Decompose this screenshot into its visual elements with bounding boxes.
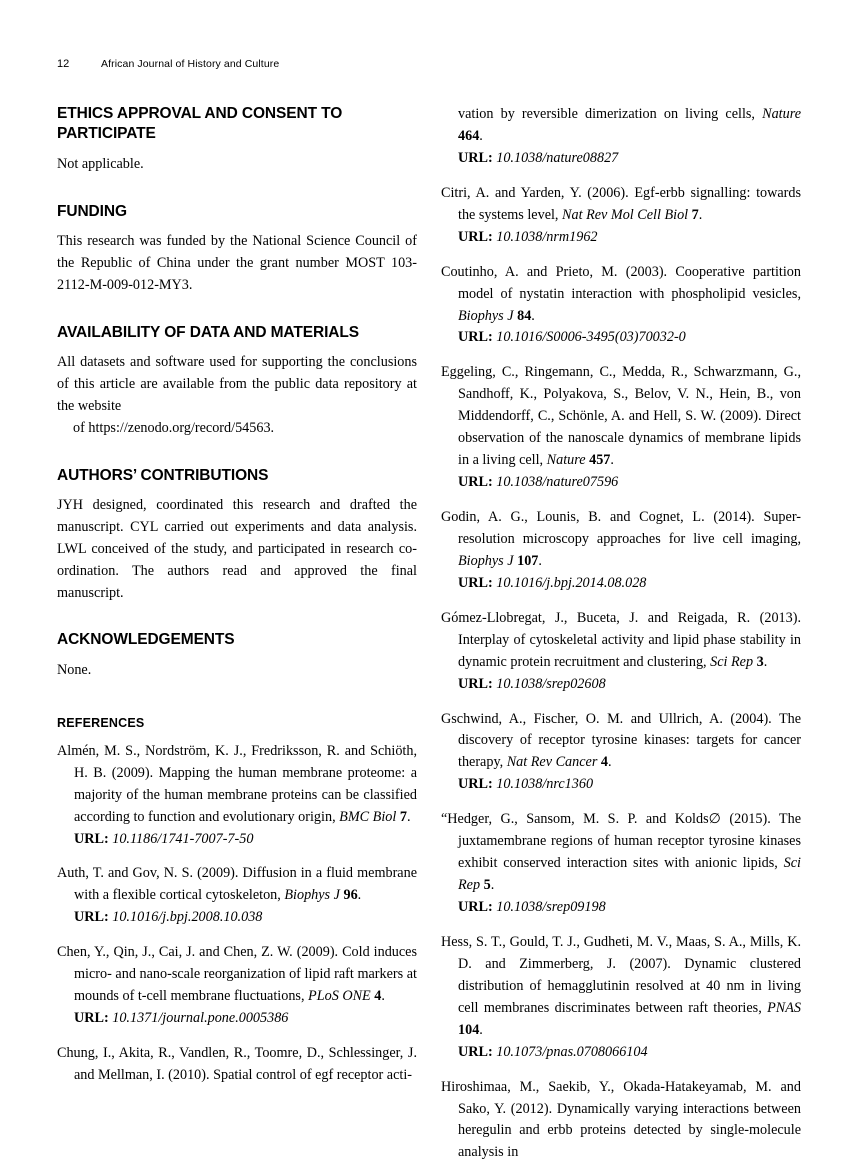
references-section bbox=[57, 716, 417, 1087]
url-label: URL: bbox=[458, 474, 493, 491]
url-value[interactable]: 10.1038/srep09198 bbox=[496, 899, 606, 915]
reference-text: Auth, T. and Gov, N. S. (2009). Diffusion in a fluid membrane with a flexible cortical cytoskeleton, bbox=[57, 865, 417, 904]
reference-entry bbox=[57, 863, 417, 929]
reference-volume: 104 bbox=[458, 1021, 480, 1038]
reference-entry bbox=[441, 709, 801, 797]
section-body-availability: All datasets and software used for supporting the conclusions of this article are available from the public data repository at the website bbox=[57, 354, 417, 414]
left-column bbox=[57, 104, 417, 1087]
reference-text: Gómez-Llobregat, J., Buceta, J. and Reigada, R. (2013). Interplay of cytoskeletal activity and lipid phase stability in dynamic protein recruitment and clustering, bbox=[441, 609, 801, 670]
reference-journal: PNAS bbox=[767, 999, 801, 1016]
url-label: URL: bbox=[74, 830, 109, 847]
reference-text: Gschwind, A., Fischer, O. M. and Ullrich, A. (2004). The discovery of receptor tyrosine kinases: targets for cancer therapy, bbox=[441, 710, 801, 771]
reference-journal: Nat Rev Mol Cell Biol bbox=[562, 206, 689, 223]
url-value[interactable]: 10.1371/journal.pone.0005386 bbox=[112, 1010, 289, 1027]
section-acknowledgements bbox=[57, 630, 417, 681]
reference-entry-truncated bbox=[441, 1077, 801, 1164]
reference-text: Chen, Y., Qin, J., Cai, J. and Chen, Z. W. (2009). Cold induces micro- and nano-scale reorganization of lipid raft markers at mounds of t-cell membrane fluctuations, bbox=[57, 944, 417, 1005]
section-heading-funding: FUNDING bbox=[57, 202, 127, 220]
reference-text: vation by reversible dimerization on living cells, bbox=[458, 106, 763, 122]
reference-entry bbox=[441, 932, 801, 1064]
reference-list-left bbox=[57, 741, 417, 1087]
reference-text-tail: . bbox=[357, 887, 362, 904]
reference-text-tail: . bbox=[406, 808, 411, 825]
reference-text: Chung, I., Akita, R., Vandlen, R., Toomre, D., Schlessinger, J. and Mellman, I. (2010). Spatial control of egf receptor acti- bbox=[57, 1045, 417, 1083]
url-value[interactable]: 10.1038/nrm1962 bbox=[496, 228, 598, 245]
reference-url bbox=[441, 774, 801, 796]
reference-volume: 457 bbox=[589, 452, 611, 469]
reference-volume: 464 bbox=[458, 127, 480, 144]
section-body-funding: This research was funded by the National Science Council of the Republic of China under the grant number MOST 103-2112-M-009-012-MY3. bbox=[57, 233, 417, 293]
reference-text-tail: . bbox=[610, 452, 614, 469]
section-ethics-approval bbox=[57, 104, 417, 176]
url-label: URL: bbox=[458, 899, 493, 915]
reference-entry bbox=[57, 741, 417, 851]
url-value[interactable]: 10.1038/srep02608 bbox=[496, 675, 606, 692]
reference-text-tail: . bbox=[763, 653, 768, 670]
url-label: URL: bbox=[458, 329, 493, 346]
reference-text-tail: . bbox=[698, 206, 703, 223]
reference-volume: 3 bbox=[756, 653, 764, 670]
reference-journal: Sci Rep bbox=[458, 855, 801, 894]
reference-journal: Nature bbox=[546, 452, 586, 469]
reference-url bbox=[441, 573, 801, 595]
reference-volume: 4 bbox=[374, 988, 382, 1005]
section-funding bbox=[57, 202, 417, 297]
reference-journal: Nature bbox=[762, 106, 801, 122]
reference-text: Hiroshimaa, M., Saekib, Y., Okada-Hatakeyamab, M. and Sako, Y. (2012). Dynamically varying interactions between heregulin and erbb proteins detected by single-molecule analysis in bbox=[441, 1078, 801, 1161]
reference-url bbox=[57, 829, 417, 851]
section-authors-contributions bbox=[57, 466, 417, 605]
section-heading-references: REFERENCES bbox=[57, 715, 145, 730]
reference-text-tail: . bbox=[479, 1021, 483, 1038]
reference-volume: 84 bbox=[517, 307, 532, 324]
url-label: URL: bbox=[458, 228, 493, 245]
section-body-ethics: Not applicable. bbox=[57, 155, 144, 172]
reference-volume: 96 bbox=[343, 887, 358, 904]
reference-text: Citri, A. and Yarden, Y. (2006). Egf-erbb signalling: towards the systems level, bbox=[441, 184, 801, 223]
reference-text-tail: . bbox=[607, 754, 612, 771]
reference-entry bbox=[441, 608, 801, 696]
reference-url bbox=[441, 472, 801, 494]
reference-list-right bbox=[441, 104, 801, 1164]
reference-entry bbox=[441, 507, 801, 595]
section-heading-acknowledgements: ACKNOWLEDGEMENTS bbox=[57, 631, 235, 649]
reference-journal: BMC Biol bbox=[339, 808, 397, 825]
reference-journal: Biophys J bbox=[458, 552, 514, 569]
url-label: URL: bbox=[74, 1010, 109, 1027]
right-column bbox=[441, 104, 801, 1164]
page-number: 12 bbox=[57, 58, 70, 70]
reference-journal: Biophys J bbox=[458, 307, 514, 324]
reference-entry bbox=[441, 809, 801, 919]
url-value[interactable]: 10.1186/1741-7007-7-50 bbox=[112, 830, 254, 847]
reference-text-tail: . bbox=[381, 988, 385, 1005]
two-column-body bbox=[57, 104, 800, 1164]
reference-journal: Biophys J bbox=[284, 887, 340, 904]
url-label: URL: bbox=[458, 776, 493, 793]
url-value[interactable]: 10.1016/j.bpj.2008.10.038 bbox=[112, 909, 263, 926]
section-body-acknowledgements: None. bbox=[57, 661, 92, 678]
reference-text: Almén, M. S., Nordström, K. J., Fredriksson, R. and Schiöth, H. B. (2009). Mapping the human membrane proteome: a majority of the human membrane proteins can be classified according to function and evolutionary origin, bbox=[57, 742, 417, 825]
reference-text-tail: . bbox=[538, 552, 542, 569]
reference-journal: Sci Rep bbox=[710, 653, 754, 670]
url-label: URL: bbox=[74, 909, 109, 926]
reference-url bbox=[441, 148, 801, 170]
url-value[interactable]: 10.1073/pnas.0708066104 bbox=[496, 1043, 648, 1060]
reference-text-tail: . bbox=[490, 877, 495, 894]
reference-text: Eggeling, C., Ringemann, C., Medda, R., Schwarzmann, G., Sandhoff, K., Polyakova, S., Belov, V. N., Hein, B., von Middendorff, C., Schönle, A. and Hell, S. W. (2009). Direct observation of the nanoscale dynamics of membrane lipids in a living cell, bbox=[441, 364, 801, 469]
reference-url bbox=[441, 327, 801, 349]
reference-entry bbox=[441, 262, 801, 350]
section-availability-data bbox=[57, 323, 417, 440]
url-value[interactable]: 10.1016/j.bpj.2014.08.028 bbox=[496, 574, 647, 591]
reference-text: Coutinho, A. and Prieto, M. (2003). Cooperative partition model of nystatin interaction with phospholipid vesicles, bbox=[441, 263, 801, 302]
url-label: URL: bbox=[458, 675, 493, 692]
reference-volume: 4 bbox=[600, 754, 608, 771]
url-value[interactable]: 10.1038/nrc1360 bbox=[496, 776, 594, 793]
reference-url bbox=[441, 227, 801, 249]
reference-url bbox=[441, 897, 801, 919]
running-header bbox=[57, 58, 800, 74]
reference-volume: 7 bbox=[691, 206, 699, 223]
zenodo-repository-line: of https://zenodo.org/record/54563. bbox=[73, 419, 275, 436]
section-body-availability-url-line bbox=[57, 418, 417, 440]
reference-entry-truncated bbox=[57, 1043, 417, 1087]
reference-text-tail: . bbox=[531, 307, 535, 324]
reference-url bbox=[441, 1042, 801, 1064]
reference-text: Godin, A. G., Lounis, B. and Cognet, L. (2014). Super-resolution microscopy approaches for live cell imaging, bbox=[441, 509, 801, 547]
reference-url bbox=[441, 674, 801, 696]
reference-entry bbox=[441, 362, 801, 494]
reference-text: Hess, S. T., Gould, T. J., Gudheti, M. V., Maas, S. A., Mills, K. D. and Zimmerberg, J. (2007). Dynamic clustered distribution of hemagglutinin resolved at 40 nm in living cell membranes discriminates between raft theories, bbox=[441, 933, 801, 1016]
journal-title: African Journal of History and Culture bbox=[101, 58, 280, 70]
reference-volume: 7 bbox=[399, 808, 407, 825]
url-value[interactable]: 10.1038/nature08827 bbox=[496, 149, 619, 166]
reference-text: “Hedger, G., Sansom, M. S. P. and Kolds∅ (2015). The juxtamembrane regions of human receptor tyrosine kinases exhibit conserved interaction sites with anionic lipids, bbox=[441, 811, 801, 872]
section-heading-contributions: AUTHORS’ CONTRIBUTIONS bbox=[57, 466, 269, 484]
reference-url bbox=[57, 907, 417, 929]
url-value[interactable]: 10.1038/nature07596 bbox=[496, 474, 619, 491]
reference-journal: PLoS ONE bbox=[308, 988, 371, 1005]
reference-text-tail: . bbox=[479, 127, 483, 144]
url-label: URL: bbox=[458, 149, 493, 166]
section-heading-ethics: ETHICS APPROVAL AND CONSENT TO PARTICIPATE bbox=[57, 105, 343, 143]
url-label: URL: bbox=[458, 574, 493, 591]
reference-url bbox=[57, 1008, 417, 1030]
url-label: URL: bbox=[458, 1043, 493, 1060]
reference-volume: 107 bbox=[517, 552, 539, 569]
section-heading-availability: AVAILABILITY OF DATA AND MATERIALS bbox=[57, 323, 359, 341]
reference-journal: Nat Rev Cancer bbox=[506, 754, 598, 771]
reference-entry-continued bbox=[441, 104, 801, 170]
url-value[interactable]: 10.1016/S0006-3495(03)70032-0 bbox=[496, 329, 686, 346]
reference-entry bbox=[441, 183, 801, 249]
section-body-contributions: JYH designed, coordinated this research and drafted the manuscript. CYL carried out experiments and data analysis. LWL conceived of the study, and participated in research co-ordination. The authors read and approved the final manuscript. bbox=[57, 497, 417, 601]
reference-volume: 5 bbox=[483, 877, 491, 894]
reference-entry bbox=[57, 942, 417, 1030]
